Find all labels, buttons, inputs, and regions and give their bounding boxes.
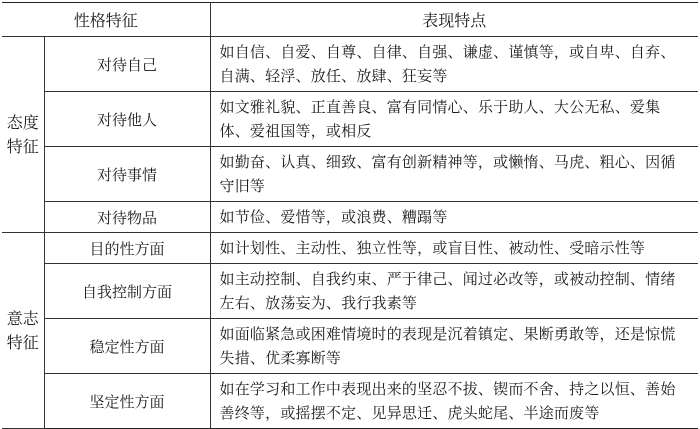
- subcategory-cell: 对待物品: [44, 202, 210, 233]
- table-row: [2, 233, 698, 264]
- category-label-line: 特征: [6, 136, 39, 156]
- table-row: [2, 374, 698, 429]
- description-cell: 如主动控制、自我约束、严于律己、闻过必改等，或被动控制、情绪左右、放荡妄为、我行我素等: [210, 264, 698, 319]
- description-cell: 如勤奋、认真、细致、富有创新精神等，或懒惰、马虎、粗心、因循守旧等: [210, 147, 698, 202]
- category-cell-attitude: [2, 37, 44, 233]
- table-row: [2, 202, 698, 233]
- subcategory-cell: 稳定性方面: [44, 319, 210, 374]
- description-cell: 如在学习和工作中表现出来的坚忍不拔、锲而不舍、持之以恒、善始善终等，或摇摆不定、见异思迁、虎头蛇尾、半途而废等: [210, 374, 698, 429]
- subcategory-cell: 自我控制方面: [44, 264, 210, 319]
- category-label-line: 意志: [6, 308, 39, 328]
- category-label-line: 特征: [6, 332, 39, 352]
- description-cell: 如面临紧急或困难情境时的表现是沉着镇定、果断勇敢等，还是惊慌失措、优柔寡断等: [210, 319, 698, 374]
- personality-traits-table: [2, 2, 698, 429]
- subcategory-cell: 对待事情: [44, 147, 210, 202]
- description-cell: 如文雅礼貌、正直善良、富有同情心、乐于助人、大公无私、爱集体、爱祖国等，或相反: [210, 92, 698, 147]
- table-row: [2, 92, 698, 147]
- table-row: [2, 37, 698, 92]
- subcategory-cell: 对待他人: [44, 92, 210, 147]
- description-cell: 如计划性、主动性、独立性等，或盲目性、被动性、受暗示性等: [210, 233, 698, 264]
- table-row: [2, 319, 698, 374]
- description-cell: 如自信、自爱、自尊、自律、自强、谦虚、谨慎等，或自卑、自弃、自满、轻浮、放任、放肆、狂妄等: [210, 37, 698, 92]
- header-trait: 性格特征: [2, 3, 210, 37]
- header-expression: 表现特点: [210, 3, 698, 37]
- category-label-line: 态度: [6, 112, 39, 132]
- subcategory-cell: 目的性方面: [44, 233, 210, 264]
- subcategory-cell: 对待自己: [44, 37, 210, 92]
- header-row: [2, 3, 698, 37]
- table-row: [2, 147, 698, 202]
- category-cell-will: [2, 233, 44, 429]
- description-cell: 如节俭、爱惜等，或浪费、糟蹋等: [210, 202, 698, 233]
- subcategory-cell: 坚定性方面: [44, 374, 210, 429]
- table-row: [2, 264, 698, 319]
